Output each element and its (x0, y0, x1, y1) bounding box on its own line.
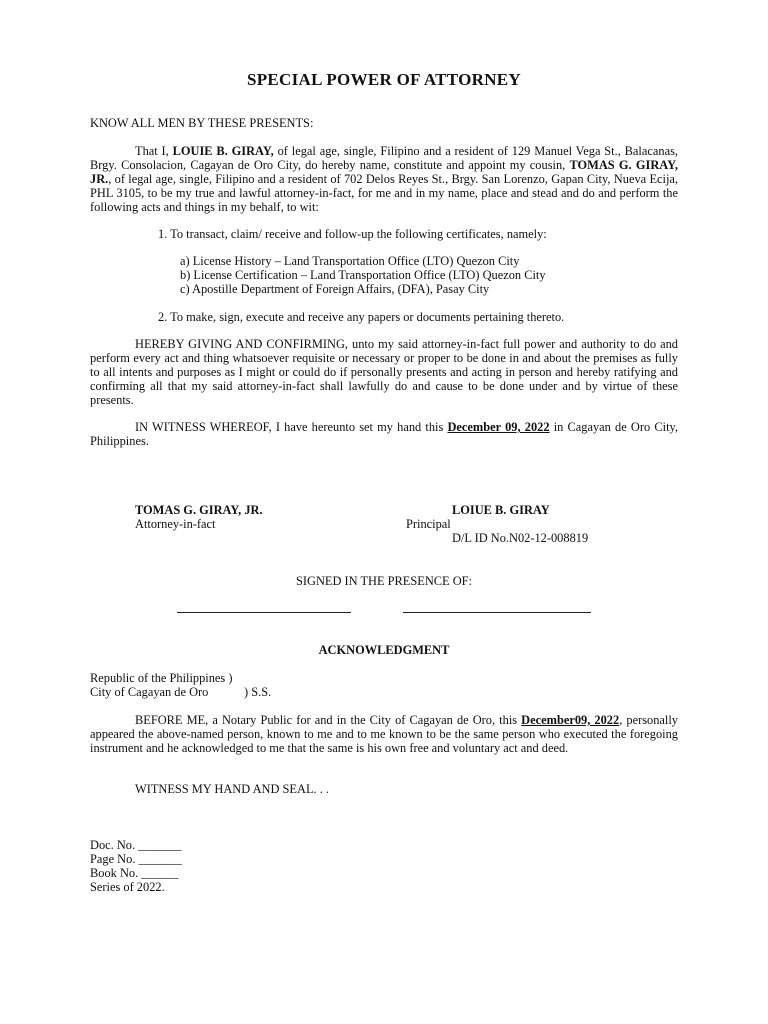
venue-line-1: Republic of the Philippines ) (90, 671, 233, 685)
ack-text-a: BEFORE ME, a Notary Public for and in the City of Cagayan de Oro, this (135, 713, 522, 727)
attorney-signatory-role: Attorney-in-fact (135, 517, 216, 531)
series-year: Series of 2022. (90, 880, 165, 894)
para1-text-a: That I, (135, 144, 173, 158)
principal-name-inline: LOUIE B. GIRAY, (172, 144, 274, 158)
principal-signatory-name: LOIUE B. GIRAY (452, 503, 550, 517)
acknowledgment-paragraph (90, 713, 678, 755)
acknowledgment-date: December09, 2022 (521, 713, 620, 727)
sub-item-a: a) License History – Land Transportation Office (LTO) Quezon City (180, 254, 520, 268)
witness-seal-line: WITNESS MY HAND AND SEAL. . . (135, 782, 330, 796)
witness-text-b: in Cagayan de Oro City, Philippines. (90, 420, 679, 448)
witness-signature-line-1 (177, 612, 351, 613)
doc-number: Doc. No. _______ (90, 838, 182, 852)
document-title: SPECIAL POWER OF ATTORNEY (246, 70, 522, 89)
item-1: 1. To transact, claim/ receive and follow-up the following certificates, namely: (158, 227, 547, 241)
witness-paragraph (90, 420, 678, 448)
opening-line: KNOW ALL MEN BY THESE PRESENTS: (90, 116, 314, 130)
para1-text-b: of legal age, single, Filipino and a resident of 129 Manuel Vega St., Balacanas, Brgy. Consolacion, Cagayan de Oro City, do hereby name, constitute and appoint my cousin, (90, 144, 678, 172)
item-2: 2. To make, sign, execute and receive any papers or documents pertaining thereto. (158, 310, 565, 324)
ack-text-b: , personally appeared the above-named person, known to me and to me known to be the same person who executed the foregoing instrument and he acknowledged to me that the same is his own free and voluntary act and deed. (90, 713, 678, 755)
principal-signatory-role: Principal (406, 517, 451, 531)
sub-item-c: c) Apostille Department of Foreign Affairs, (DFA), Pasay City (180, 282, 490, 296)
venue-line-2: City of Cagayan de Oro (90, 685, 209, 699)
attorney-signatory-name: TOMAS G. GIRAY, JR. (135, 503, 263, 517)
appointment-paragraph (90, 144, 678, 214)
hereby-paragraph: HEREBY GIVING AND CONFIRMING, unto my said attorney-in-fact full power and authority to do and perform every act and thing whatsoever requisite or necessary or proper to be done in and about the premises as fully to all intents and purposes as I might or could do if personally presents and acting in person and hereby ratifying and confirming all that my said attorney-in-fact shall lawfully do and cause to be done under and by virtue of these presents. (90, 337, 678, 407)
venue-ss: ) S.S. (244, 685, 272, 699)
acknowledgment-heading: ACKNOWLEDGMENT (318, 643, 450, 657)
book-number: Book No. ______ (90, 866, 179, 880)
principal-id: D/L ID No.N02-12-008819 (452, 531, 589, 545)
para1-text-c: , of legal age, single, Filipino and a resident of 702 Delos Reyes St., Brgy. San Lorenzo, Gapan City, Nueva Ecija, PHL 3105, to be my true and lawful attorney-in-fact, for me and in my name, place and stead and do and perform the following acts and things in my behalf, to wit: (90, 172, 678, 214)
witness-signature-line-2 (403, 612, 591, 613)
sub-item-b: b) License Certification – Land Transportation Office (LTO) Quezon City (180, 268, 546, 282)
execution-date: December 09, 2022 (447, 420, 550, 434)
witness-text-a: IN WITNESS WHEREOF, I have hereunto set my hand this (135, 420, 448, 434)
page-number: Page No. _______ (90, 852, 182, 866)
presence-heading: SIGNED IN THE PRESENCE OF: (295, 574, 472, 588)
attorney-name-inline: TOMAS G. GIRAY, JR. (90, 158, 678, 186)
